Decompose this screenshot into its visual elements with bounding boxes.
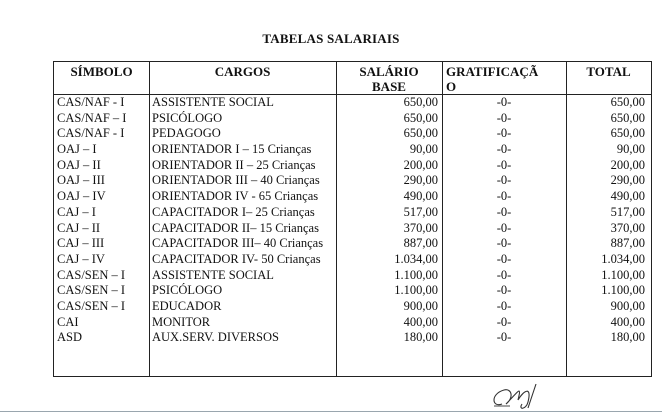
cell-salario: 90,00 (409, 142, 438, 157)
cell-cargo: ORIENTADOR II – 25 Crianças (152, 157, 316, 172)
table-row (54, 283, 651, 299)
cell-total: 1.034,00 (601, 251, 645, 266)
cell-simbolo: CAJ – I (57, 204, 96, 219)
cell-salario: 517,00 (403, 204, 438, 219)
table-row (54, 299, 651, 315)
cell-total: 1.100,00 (601, 283, 645, 298)
header-gratificacao-line1: GRATIFICAÇÃ (446, 64, 539, 79)
cell-salario: 370,00 (403, 220, 438, 235)
header-cargos: CARGOS (214, 64, 271, 79)
table-row (54, 173, 651, 189)
cell-gratificacao: -0- (496, 173, 512, 188)
cell-gratificacao: -0- (496, 283, 512, 298)
table-row (54, 126, 651, 142)
cell-cargo: CAPACITADOR II– 15 Crianças (152, 220, 319, 235)
cell-total: 370,00 (610, 220, 645, 235)
cell-simbolo: CAJ – II (57, 220, 101, 235)
table-row (54, 205, 651, 221)
cell-gratificacao: -0- (496, 251, 512, 266)
cell-total: 887,00 (610, 236, 645, 251)
cell-salario: 887,00 (403, 236, 438, 251)
cell-total: 650,00 (610, 126, 645, 141)
cell-cargo: ORIENTADOR III – 40 Crianças (152, 173, 320, 188)
cell-total: 490,00 (610, 189, 645, 204)
cell-salario: 200,00 (403, 157, 438, 172)
cell-salario: 650,00 (403, 95, 438, 109)
footer-divider (0, 411, 662, 412)
cell-total: 900,00 (610, 298, 645, 313)
cell-simbolo: CAS/NAF – I (57, 110, 127, 125)
table-row (54, 158, 651, 174)
cell-gratificacao: -0- (496, 330, 512, 345)
header-gratificacao-line2: O (446, 79, 457, 94)
cell-simbolo: CAJ – III (57, 236, 105, 251)
cell-total: 517,00 (610, 204, 645, 219)
cell-total: 290,00 (610, 173, 645, 188)
cell-cargo: ORIENTADOR IV - 65 Crianças (152, 189, 319, 204)
cell-cargo: AUX.SERV. DIVERSOS (152, 330, 279, 345)
cell-gratificacao: -0- (496, 142, 512, 157)
header-salario-line2: BASE (372, 79, 406, 94)
cell-cargo: ORIENTADOR I – 15 Crianças (152, 142, 312, 157)
table-row (54, 189, 651, 205)
cell-salario: 1.100,00 (394, 283, 438, 298)
header-total: TOTAL (586, 64, 631, 79)
cell-simbolo: OAJ – II (57, 157, 101, 172)
cell-total: 650,00 (610, 95, 645, 109)
cell-simbolo: ASD (57, 330, 83, 345)
cell-cargo: ASSISTENTE SOCIAL (152, 267, 274, 282)
cell-gratificacao: -0- (496, 204, 512, 219)
cell-salario: 900,00 (403, 298, 438, 313)
cell-total: 650,00 (610, 110, 645, 125)
table-row (54, 315, 651, 331)
salary-table (53, 61, 652, 377)
cell-cargo: CAPACITADOR IV- 50 Crianças (152, 251, 321, 266)
table-row (54, 111, 651, 127)
cell-cargo: ASSISTENTE SOCIAL (152, 95, 274, 109)
cell-salario: 1.100,00 (394, 267, 438, 282)
cell-simbolo: OAJ – IV (57, 189, 106, 204)
cell-salario: 650,00 (403, 126, 438, 141)
cell-simbolo: CAS/NAF - I (57, 126, 125, 141)
cell-total: 90,00 (616, 142, 645, 157)
header-salario-line1: SALÁRIO (359, 64, 419, 79)
cell-gratificacao: -0- (496, 157, 512, 172)
cell-simbolo: CAS/SEN – I (57, 267, 126, 282)
cell-total: 180,00 (610, 330, 645, 345)
cell-salario: 490,00 (403, 189, 438, 204)
header-gratificacao (446, 64, 566, 94)
cell-gratificacao: -0- (496, 220, 512, 235)
cell-cargo: CAPACITADOR III– 40 Crianças (152, 236, 324, 251)
cell-total: 400,00 (610, 314, 645, 329)
cell-salario: 400,00 (403, 314, 438, 329)
table-row (54, 236, 651, 252)
header-simbolo: SÍMBOLO (70, 64, 133, 79)
cell-gratificacao: -0- (496, 95, 512, 109)
cell-gratificacao: -0- (496, 267, 512, 282)
table-row (54, 95, 651, 111)
cell-cargo: CAPACITADOR I– 25 Crianças (152, 204, 315, 219)
cell-salario: 650,00 (403, 110, 438, 125)
cell-simbolo: CAS/SEN – I (57, 298, 126, 313)
cell-cargo: PSICÓLOGO (152, 110, 223, 125)
cell-simbolo: OAJ – III (57, 173, 105, 188)
cell-simbolo: CAJ – IV (57, 251, 105, 266)
cell-salario: 180,00 (403, 330, 438, 345)
cell-cargo: PEDAGOGO (152, 126, 221, 141)
cell-gratificacao: -0- (496, 126, 512, 141)
cell-gratificacao: -0- (496, 236, 512, 251)
cell-simbolo: OAJ – I (57, 142, 97, 157)
header-salario (336, 64, 442, 94)
table-row (54, 252, 651, 268)
cell-gratificacao: -0- (496, 298, 512, 313)
table-row (54, 268, 651, 284)
cell-salario: 1.034,00 (394, 251, 438, 266)
cell-gratificacao: -0- (496, 189, 512, 204)
cell-cargo: EDUCADOR (152, 298, 222, 313)
cell-cargo: PSICÓLOGO (152, 283, 223, 298)
table-row (54, 221, 651, 237)
cell-simbolo: CAI (57, 314, 79, 329)
cell-salario: 290,00 (403, 173, 438, 188)
cell-gratificacao: -0- (496, 314, 512, 329)
table-row (54, 142, 651, 158)
cell-total: 200,00 (610, 157, 645, 172)
cell-simbolo: CAS/NAF - I (57, 95, 125, 109)
cell-total: 1.100,00 (601, 267, 645, 282)
signature-initials (488, 380, 548, 412)
table-body (54, 95, 651, 346)
table-row (54, 330, 651, 346)
page-title: TABELAS SALARIAIS (262, 31, 400, 46)
cell-cargo: MONITOR (152, 314, 211, 329)
cell-simbolo: CAS/SEN – I (57, 283, 126, 298)
cell-gratificacao: -0- (496, 110, 512, 125)
